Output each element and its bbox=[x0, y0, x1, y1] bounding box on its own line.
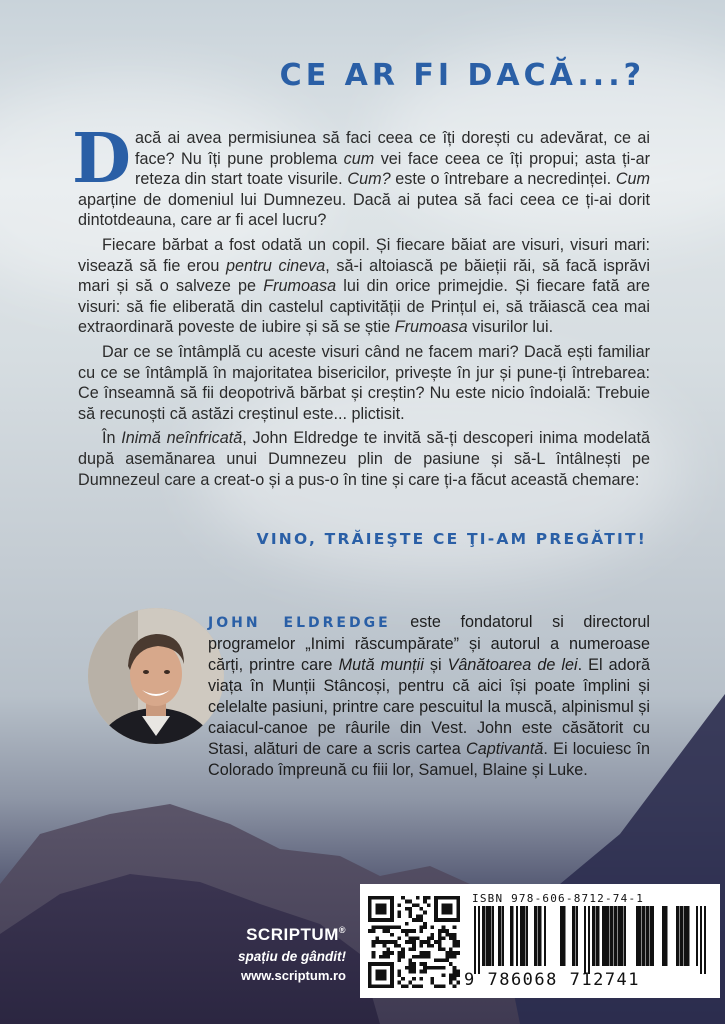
text-run: și bbox=[423, 656, 448, 674]
text-run: este o întrebare a necredinței. bbox=[390, 170, 616, 189]
paragraph-3 bbox=[78, 342, 650, 424]
page-title: CE AR FI DACĂ...? bbox=[279, 58, 645, 93]
text-run: vei face ceea ce îți propui; asta ți-ar reteza din start toate visurile. bbox=[134, 149, 650, 189]
isbn-block bbox=[360, 884, 720, 998]
barcode-icon bbox=[470, 906, 710, 974]
paragraph-4 bbox=[78, 428, 650, 490]
italic-text: Frumoasa bbox=[263, 277, 337, 296]
isbn-label: ISBN 978-606-8712-74-1 bbox=[472, 892, 645, 905]
isbn-digits: 9 786068 712741 bbox=[464, 970, 641, 990]
italic-text: Frumoasa bbox=[394, 318, 468, 337]
tagline: VINO, TRĂIEŞTE CE ŢI-AM PREGĂTIT! bbox=[256, 530, 647, 548]
publisher-block bbox=[226, 925, 346, 983]
publisher-website: www.scriptum.ro bbox=[241, 968, 346, 983]
author-bio bbox=[208, 612, 650, 781]
author-name: JOHN ELDREDGE bbox=[208, 615, 391, 631]
text-run: . Ei locuiesc în Colorado împreună cu fiii lor, Samuel, Blaine și Luke. bbox=[208, 740, 650, 779]
paragraph-2 bbox=[78, 235, 650, 338]
text-run: visurilor lui. bbox=[467, 318, 554, 337]
text-run: Fiecare bărbat a fost odată un copil. Și fiecare băiat are visuri, visuri mari: visează să fie erou bbox=[78, 235, 650, 275]
drop-cap: D bbox=[72, 119, 131, 199]
text-run: este fondatorul si directorul programelor „Inimi răscumpărate” și autorul a numeroase cărți, printre care bbox=[208, 613, 650, 674]
author-bio-paragraph bbox=[208, 612, 650, 781]
publisher-slogan: spațiu de gândit! bbox=[238, 949, 346, 964]
text-run: , John Eldredge te invită să-ți descoperi inima modelată după asemănarea unui Dumnezeu plin de pasiune și să-L întâlnești pe Dumnezeul care a creat-o și a pus-o în tine și care ți-a făcut această chemare: bbox=[78, 429, 650, 489]
publisher-logo: SCRIPTUM® bbox=[246, 925, 346, 944]
qr-code-icon bbox=[368, 896, 460, 988]
text-run: aparține de domeniul lui Dumnezeu. Dacă ai putea să faci ceea ce ți-ai dorit dintotdeauna, care ar fi acel lucru? bbox=[78, 190, 650, 230]
italic-text: Mută munții bbox=[338, 656, 424, 674]
italic-text: Captivantă bbox=[466, 740, 544, 758]
italic-text: Vânătoarea de lei bbox=[447, 656, 578, 674]
paragraph-1 bbox=[72, 119, 650, 231]
description-text bbox=[72, 119, 650, 494]
text-run: acă ai avea permisiunea să faci ceea ce îți dorești cu adevărat, ce ai face? Nu îți pune problema bbox=[134, 129, 650, 168]
italic-text: Inimă neînfricată bbox=[121, 429, 243, 448]
text-run: Dar ce se întâmplă cu aceste visuri când ne facem mari? Dacă ești familiar cu ce se întâmplă în majoritatea bisericilor, privește în jur și pune-ți întrebarea: Ce înseamnă să fii deopotrivă bărbat și creștin? Nu este nicio îndoială: Trebuie să recunoști că astăzi creștinul este... plictisit. bbox=[78, 342, 650, 423]
author-photo bbox=[88, 608, 224, 744]
text-run: În bbox=[102, 429, 122, 448]
text-run: lui din orice primejdie. Și fiecare fată are visuri: să fie eliberată din castelul captivității de Prințul ei, să trăiască cea mai extraordinară poveste de iubire și să se știe bbox=[78, 277, 650, 337]
italic-text: Cum bbox=[615, 170, 650, 189]
text-run: , să-i altoiască pe băieții răi, să facă isprăvi mari și să o salveze pe bbox=[78, 256, 650, 296]
text-run: . El adoră viața în Munții Stâncoși, pentru că aici își poate împlini și celelalte pasiuni, printre care pescuitul la muscă, alpinismul și caiacul-canoe pe râurile din Vest. John este căsătorit cu Stasi, alături de care a scris cartea bbox=[208, 656, 650, 758]
italic-text: cum bbox=[343, 149, 375, 168]
italic-text: Cum? bbox=[347, 170, 391, 189]
italic-text: pentru cineva bbox=[225, 256, 326, 275]
